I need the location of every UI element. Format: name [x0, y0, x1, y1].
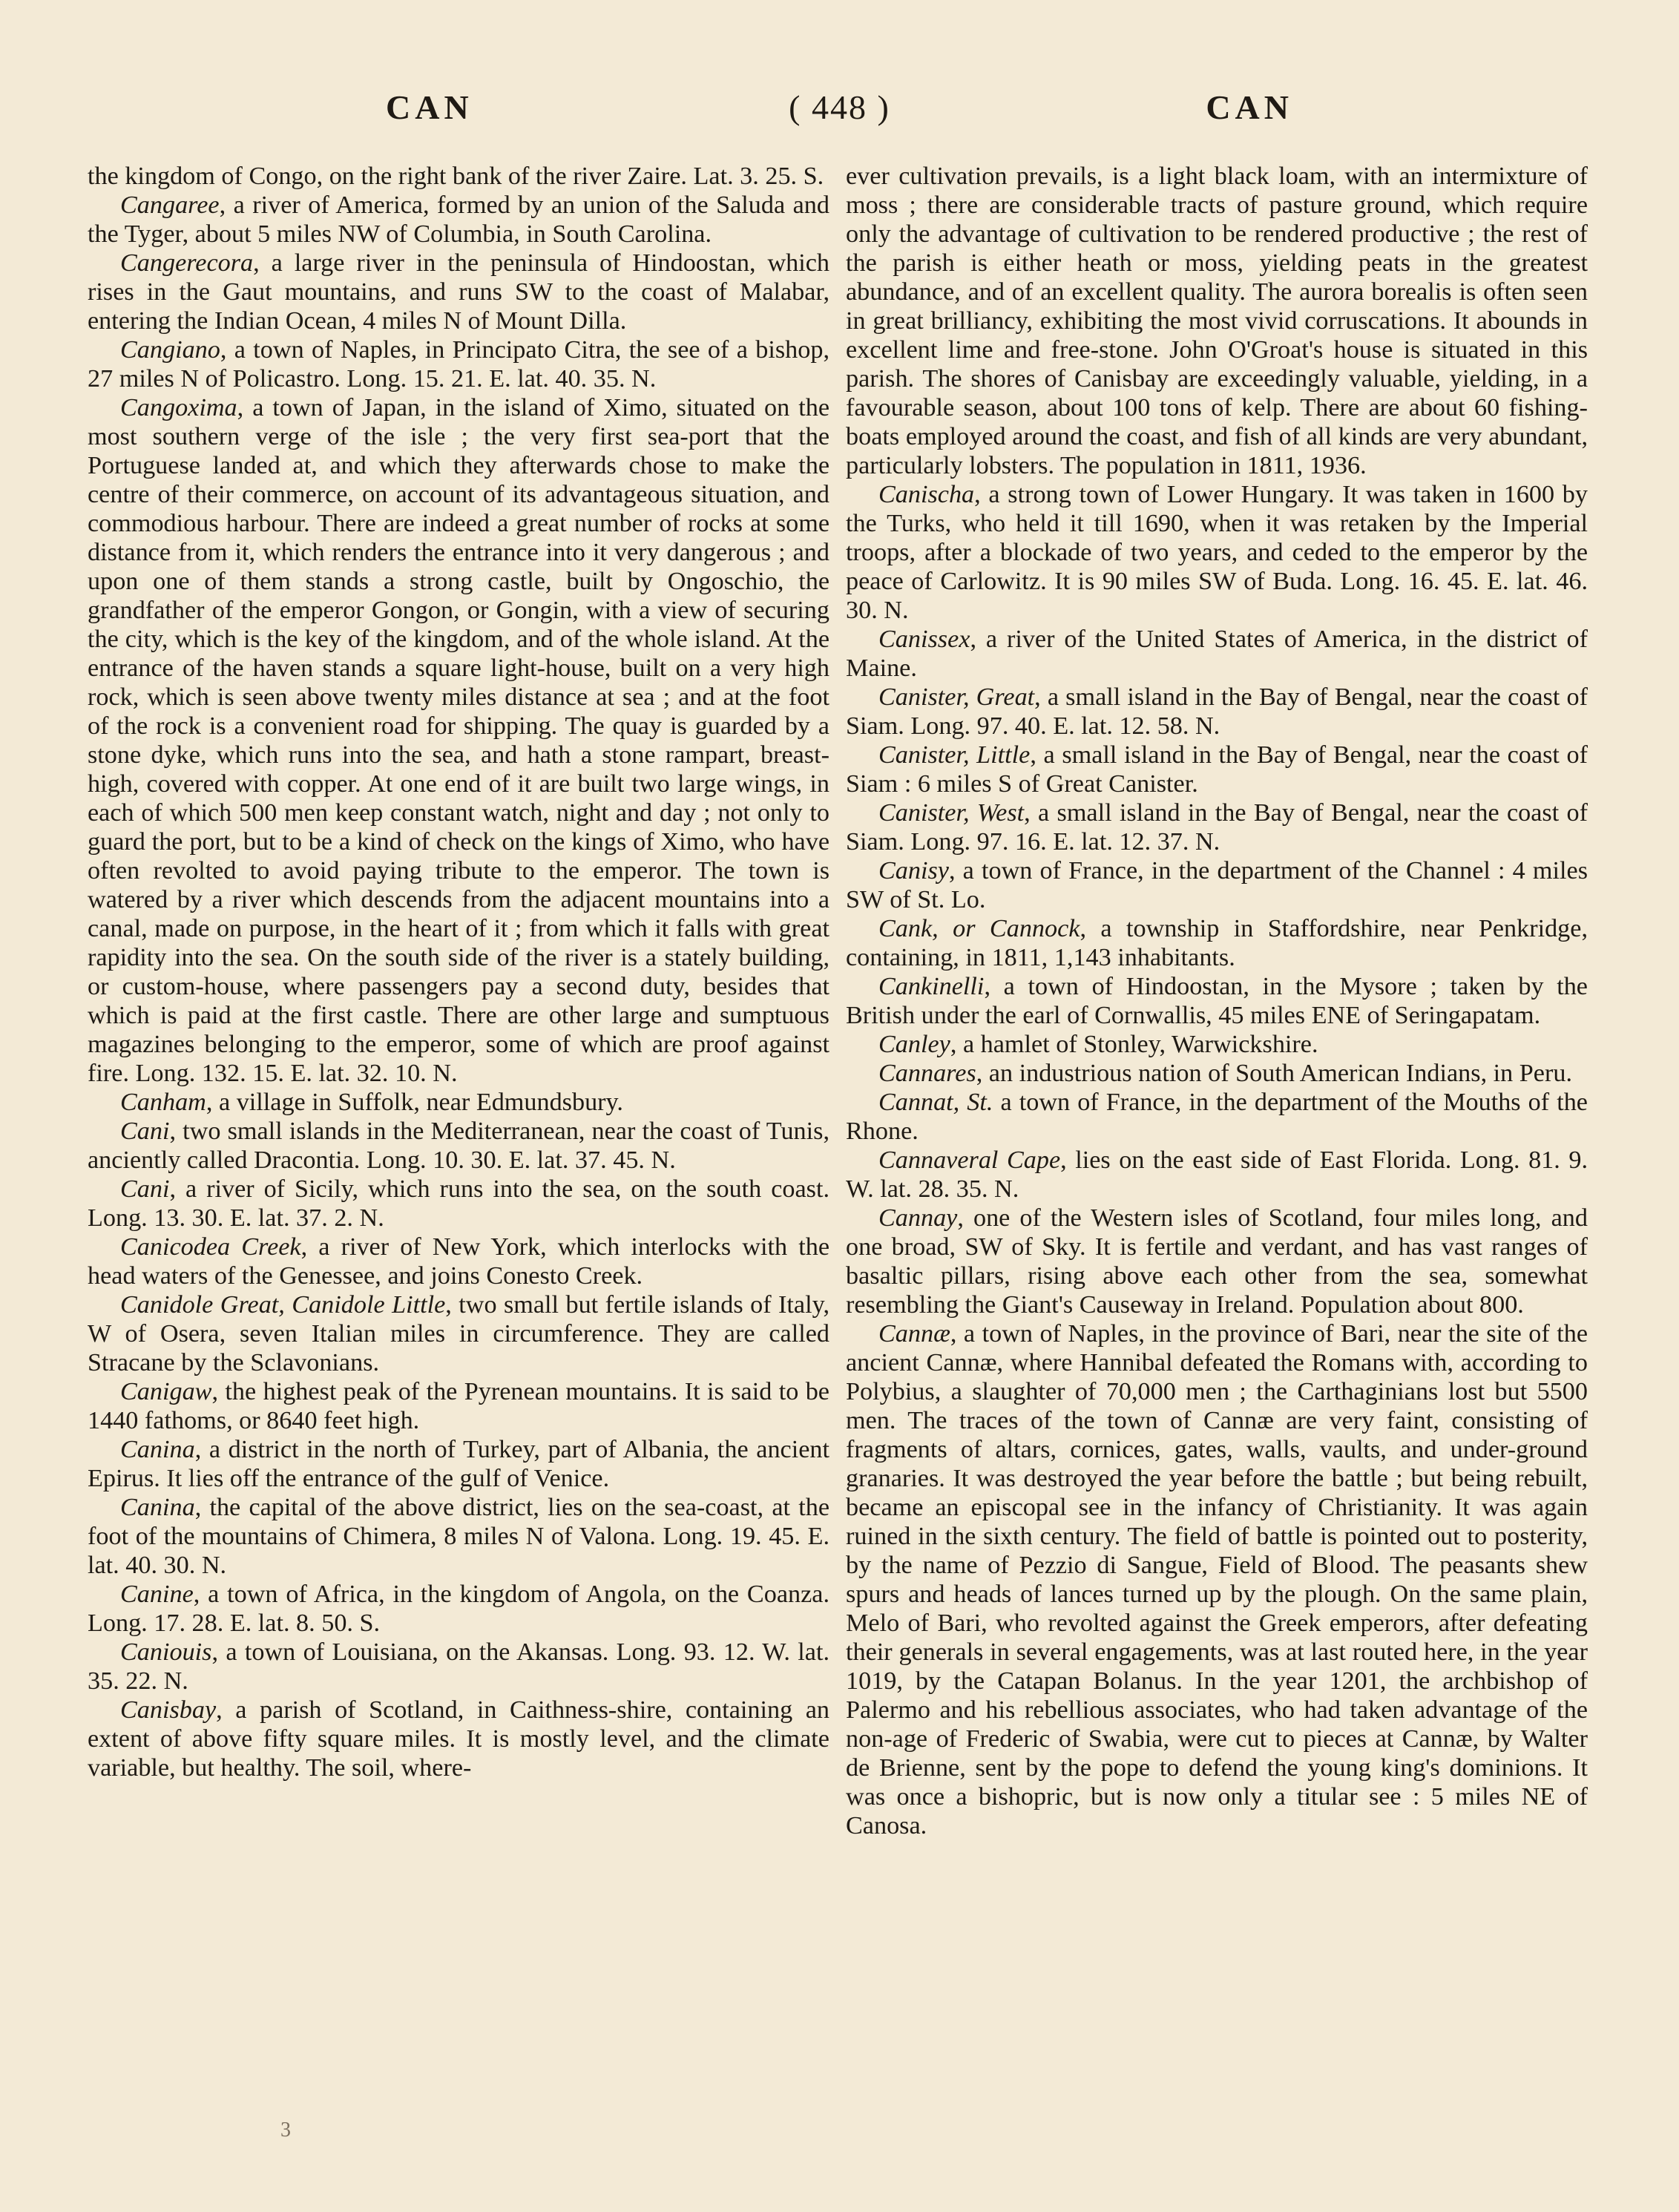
gazetteer-entry: [846, 972, 1588, 1030]
gazetteer-entry: [846, 914, 1588, 972]
gazetteer-entry: [846, 1059, 1588, 1088]
entry-text: , a village in Suffolk, near Edmundsbury.: [206, 1089, 623, 1116]
entry-text: , a town of Naples, in Principato Citra, the see of a bishop, 27 miles N of Policastro. Long. 15. 21. E. lat. 40. 35. N.: [88, 336, 829, 393]
entry-headword: Cangiano: [120, 336, 220, 364]
entry-text: , a parish of Scotland, in Caithness-shire, containing an extent of above fifty square miles. It is mostly level, and the climate variable, but healthy. The soil, where-: [88, 1696, 829, 1782]
entry-headword: Cani: [120, 1118, 170, 1145]
gazetteer-entry: [88, 1638, 829, 1696]
entry-text: ever cultivation prevails, is a light black loam, with an intermixture of moss ; there are considerable tracts of pasture ground, which require only the advantage of cultivation to be rendered productive ; the rest of the parish is either heath or moss, yielding peats in the greatest abundance, and of an excellent quality. The aurora borealis is often seen in great brilliancy, exhibiting the most vivid corruscations. It abounds in excellent lime and free-stone. John O'Groat's house is situated in this parish. The shores of Canisbay are exceedingly valuable, yielding, in a favourable season, about 100 tons of kelp. There are about 60 fishing-boats employed around the coast, and fish of all kinds are very abundant, particularly lobsters. The population in 1811, 1936.: [846, 163, 1588, 479]
entry-headword: Canley: [878, 1031, 950, 1058]
entry-headword: Cannaveral Cape: [878, 1146, 1061, 1174]
entry-text: , a small island in the Bay of Bengal, near the coast of Siam : 6 miles S of Great Canister.: [846, 741, 1588, 798]
gazetteer-entry: [88, 335, 829, 393]
entry-text: , a river of Sicily, which runs into the sea, on the south coast. Long. 13. 30. E. lat. 37. 2. N.: [88, 1175, 829, 1232]
entry-headword: Canine: [120, 1581, 194, 1608]
right-column: [846, 162, 1588, 1840]
gazetteer-entry: [88, 1493, 829, 1580]
entry-text: , lies on the east side of East Florida. Long. 81. 9. W. lat. 28. 35. N.: [846, 1146, 1588, 1203]
entry-text: , a hamlet of Stonley, Warwickshire.: [950, 1031, 1318, 1058]
entry-headword: Cangoxima: [120, 394, 237, 421]
entry-text: , the highest peak of the Pyrenean mountains. It is said to be 1440 fathoms, or 8640 feet high.: [88, 1378, 829, 1434]
entry-headword: Canidole Great, Canidole Little: [120, 1291, 446, 1319]
gazetteer-entry: [846, 798, 1588, 856]
entry-text: , a town of Naples, in the province of Bari, near the site of the ancient Cannæ, where Hannibal defeated the Romans with, according to Polybius, a slaughter of 70,000 men ; the Carthaginians lost but 5500 men. The traces of the town of Cannæ are very faint, consisting of fragments of altars, cornices, gates, walls, vaults, and under-ground granaries. It was destroyed the year before the battle ; but being rebuilt, became an episcopal see in the infancy of Christianity. It was again ruined in the sixth century. The field of battle is pointed out to posterity, by the name of Pezzio di Sangue, Field of Blood. The peasants shew spurs and heads of lances turned up by the plough. On the same plain, Melo of Bari, who revolted against the Greek emperors, after defeating their generals in several engagements, was at last routed here, in the year 1019, by the Catapan Bolanus. In the year 1201, the archbishop of Palermo and his rebellious associates, who had taken advantage of the non-age of Frederic of Swabia, were cut to pieces at Cannæ, by Walter de Brienne, sent by the pope to defend the young king's dominions. It was once a bishopric, but is now only a titular see : 5 miles NE of Canosa.: [846, 1320, 1588, 1839]
entry-headword: Canina: [120, 1436, 195, 1463]
entry-text: a town of France, in the department of the Mouths of the Rhone.: [846, 1089, 1588, 1145]
entry-headword: Canham: [120, 1089, 206, 1116]
entry-text: , a large river in the peninsula of Hindoostan, which rises in the Gaut mountains, and runs SW to the coast of Malabar, entering the Indian Ocean, 4 miles N of Mount Dilla.: [88, 249, 829, 335]
entry-headword: Cankinelli: [878, 973, 985, 1000]
gazetteer-entry: [88, 1117, 829, 1175]
signature-mark: 3: [280, 2119, 291, 2142]
gazetteer-entry: [88, 1290, 829, 1377]
gazetteer-entry: [88, 1175, 829, 1233]
entry-text: , a town of Africa, in the kingdom of Angola, on the Coanza. Long. 17. 28. E. lat. 8. 50. S.: [88, 1581, 829, 1637]
entry-text: , a town of Louisiana, on the Akansas. Long. 93. 12. W. lat. 35. 22. N.: [88, 1638, 829, 1695]
gazetteer-entry: [846, 625, 1588, 683]
entry-text: , a river of America, formed by an union of the Saluda and the Tyger, about 5 miles NW of Columbia, in South Carolina.: [88, 191, 829, 248]
entry-headword: Canissex: [878, 626, 970, 653]
entry-headword: Canisy: [878, 857, 949, 885]
entry-headword: Cani: [120, 1175, 170, 1203]
entry-text: the kingdom of Congo, on the right bank of the river Zaire. Lat. 3. 25. S.: [88, 163, 824, 190]
entry-text: , a small island in the Bay of Bengal, near the coast of Siam. Long. 97. 40. E. lat. 12. 58. N.: [846, 683, 1588, 740]
entry-text: , two small islands in the Mediterranean, near the coast of Tunis, anciently called Dracontia. Long. 10. 30. E. lat. 37. 45. N.: [88, 1118, 829, 1174]
gazetteer-entry: [88, 1088, 829, 1117]
entry-headword: Canina: [120, 1494, 195, 1521]
entry-headword: Canicodea Creek: [120, 1233, 301, 1261]
gazetteer-entry: [846, 1030, 1588, 1059]
entry-headword: Canigaw: [120, 1378, 212, 1405]
entry-headword: Canisbay: [120, 1696, 217, 1724]
gazetteer-entry: [88, 162, 829, 191]
entry-text: , a town of France, in the department of the Channel : 4 miles SW of St. Lo.: [846, 857, 1588, 913]
running-header: [134, 88, 1545, 132]
entry-headword: Canischa: [878, 481, 975, 508]
gazetteer-entry: [846, 162, 1588, 480]
gazetteer-entry: [846, 741, 1588, 798]
entry-text: , a river of New York, which interlocks with the head waters of the Genessee, and joins Conesto Creek.: [88, 1233, 830, 1290]
entry-text: , a river of the United States of America, in the district of Maine.: [846, 626, 1588, 682]
gazetteer-entry: [88, 249, 829, 335]
entry-text: , two small but fertile islands of Italy, W of Osera, seven Italian miles in circumference. They are called Stracane by the Sclavonians.: [88, 1291, 829, 1376]
entry-headword: Cangaree: [120, 191, 220, 219]
entry-text: , a town of Japan, in the island of Ximo, situated on the most southern verge of the isle ; the very first sea-port that the Portuguese landed at, and which they afterwards chose to make the centre of their commerce, on account of its advantageous situation, and commodious harbour. There are indeed a great number of rocks at some distance from it, which renders the entrance into it very dangerous ; and upon one of them stands a strong castle, built by Ongoschio, the grandfather of the emperor Gongon, or Gongin, with a view of securing the city, which is the key of the kingdom, and of the whole island. At the entrance of the haven stands a square light-house, built on a very high rock, which is seen above twenty miles distance at sea ; and at the foot of the rock is a convenient road for shipping. The quay is guarded by a stone dyke, which runs into the sea, and hath a stone rampart, breast-high, covered with copper. At one end of it are built two large wings, in each of which 500 men keep constant watch, night and day ; not only to guard the port, but to be a kind of check on the kings of Ximo, who have often revolted to avoid paying tribute to the emperor. The town is watered by a river which descends from the adjacent mountains into a canal, made on purpose, in the heart of it ; from which it falls with great rapidity into the sea. On the south side of the river is a stately building, or custom-house, where passengers pay a second duty, besides that which is paid at the first castle. There are other large and sumptuous magazines belonging to the emperor, some of which are proof against fire. Long. 132. 15. E. lat. 32. 10. N.: [88, 394, 829, 1087]
entry-headword: Cannares: [878, 1060, 976, 1087]
gazetteer-entry: [88, 1233, 829, 1290]
entry-text: , a district in the north of Turkey, part of Albania, the ancient Epirus. It lies off the entrance of the gulf of Venice.: [88, 1436, 829, 1492]
gazetteer-entry: [88, 1435, 829, 1493]
gazetteer-entry: [846, 1146, 1588, 1204]
gazetteer-entry: [88, 393, 829, 1088]
entry-text: , a township in Staffordshire, near Penkridge, containing, in 1811, 1,143 inhabitants.: [846, 915, 1588, 971]
gazetteer-entry: [846, 683, 1588, 741]
entry-headword: Cannay: [878, 1204, 958, 1232]
gazetteer-entry: [88, 1377, 829, 1435]
gazetteer-entry: [88, 1696, 829, 1782]
entry-headword: Canister, Great: [878, 683, 1035, 711]
entry-headword: Caniouis: [120, 1638, 212, 1666]
gazetteer-entry: [88, 1580, 829, 1638]
header-left: CAN: [386, 88, 473, 126]
gazetteer-entry: [846, 480, 1588, 625]
gazetteer-entry: [846, 1204, 1588, 1319]
gazetteer-entry: [846, 1088, 1588, 1146]
gazetteer-entry: [846, 856, 1588, 914]
entry-text: , one of the Western isles of Scotland, four miles long, and one broad, SW of Sky. It is fertile and verdant, and has vast ranges of basaltic pillars, rising above each other from the sea, somewhat resembling the Giant's Causeway in Ireland. Population about 800.: [846, 1204, 1588, 1319]
entry-headword: Canister, Little: [878, 741, 1031, 769]
entry-text: , a small island in the Bay of Bengal, near the coast of Siam. Long. 97. 16. E. lat. 12. 37. N.: [846, 799, 1588, 856]
entry-text: , a strong town of Lower Hungary. It was taken in 1600 by the Turks, who held it till 1690, when it was retaken by the Imperial troops, after a blockade of two years, and ceded to the emperor by the peace of Carlowitz. It is 90 miles SW of Buda. Long. 16. 45. E. lat. 46. 30. N.: [846, 481, 1588, 624]
entry-headword: Cangerecora: [120, 249, 254, 277]
entry-headword: Cannæ: [878, 1320, 950, 1348]
entry-text: , the capital of the above district, lies on the sea-coast, at the foot of the mountains of Chimera, 8 miles N of Valona. Long. 19. 45. E. lat. 40. 30. N.: [88, 1494, 829, 1579]
entry-headword: Cank, or Cannock: [878, 915, 1080, 942]
left-column: [88, 162, 829, 1782]
gazetteer-entry: [846, 1319, 1588, 1840]
gazetteer-entry: [88, 191, 829, 249]
entry-headword: Cannat, St.: [878, 1089, 993, 1116]
entry-text: , an industrious nation of South American Indians, in Peru.: [976, 1060, 1573, 1087]
header-right: CAN: [1206, 88, 1293, 126]
page-number: ( 448 ): [789, 88, 890, 126]
entry-text: , a town of Hindoostan, in the Mysore ; taken by the British under the earl of Cornwallis, 45 miles ENE of Seringapatam.: [846, 973, 1588, 1029]
entry-headword: Canister, West: [878, 799, 1025, 827]
